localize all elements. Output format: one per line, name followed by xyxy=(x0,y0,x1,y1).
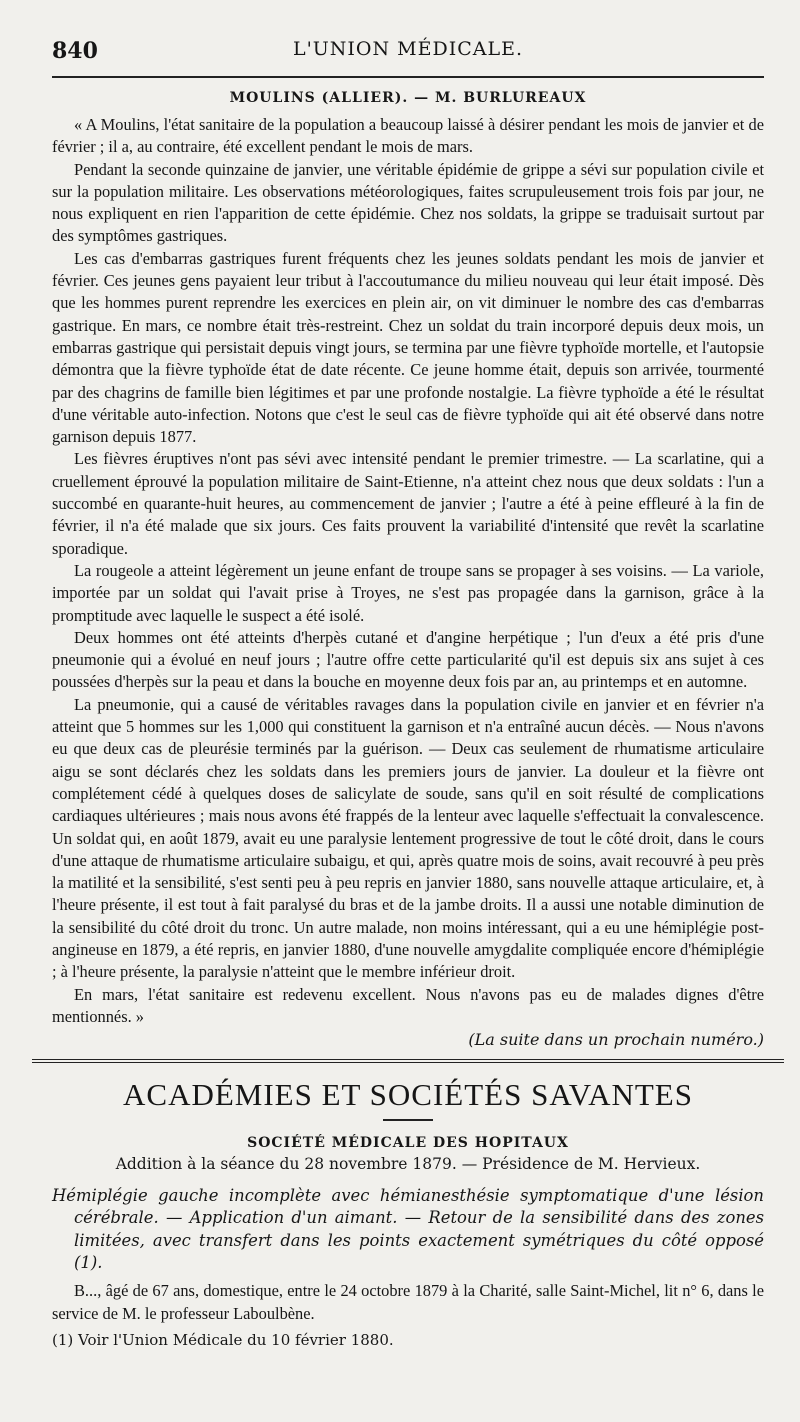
section-divider xyxy=(32,1059,784,1063)
paragraph: La rougeole a atteint légèrement un jeune enfant de troupe sans se propager à ses voisins. — La variole, importée par un soldat qui l'avait prise à Troyes, ne s'est pas propagée dans la garnison, grâce à la promptitude avec laquelle le suspect a été isolé. xyxy=(52,560,764,625)
paragraph: « A Moulins, l'état sanitaire de la population a beaucoup laissé à désirer pendant les mois de janvier et de février ; il a, au contraire, été excellent pendant le mois de mars. xyxy=(52,115,764,157)
section-title: ACADÉMIES ET SOCIÉTÉS SAVANTES xyxy=(123,1077,693,1113)
session-line: Addition à la séance du 28 novembre 1879. — Présidence de M. Hervieux. xyxy=(115,1155,701,1174)
journal-page xyxy=(52,30,764,1349)
footnote: (1) Voir l'Union Médicale du 10 février 1880. xyxy=(52,1330,394,1349)
society-name: SOCIÉTÉ MÉDICALE DES HOPITAUX xyxy=(247,1135,569,1152)
paragraph: Les cas d'embarras gastriques furent fréquents chez les jeunes soldats pendant les mois de janvier et février. Ces jeunes gens payaient leur tribut à l'accoutumance du milieu nouveau qui leur était imposé. Dès que les hommes purent reprendre les exercices en plein air, on vit diminuer le nombre des cas d'embarras gastrique. En mars, ce nombre était très-restreint. Chez un soldat du train incorporé depuis deux mois, un embarras gastrique qui persistait depuis vingt jours, se termina par une fièvre typhoïde mortelle, et l'autopsie démontra que la fièvre typhoïde état de date récente. Ce jeune homme était, depuis son arrivée, tourmenté par des chagrins de famille bien légitimes et par une profonde nostalgie. La fièvre typhoïde a été le résultat d'une véritable auto-infection. Notons que c'est le seul cas de fièvre typhoïde qui ait été observé dans notre garnison depuis 1877. xyxy=(52,248,764,447)
paragraph: La pneumonie, qui a causé de véritables ravages dans la population civile en janvier et en février n'a atteint que 5 hommes sur les 1,000 qui constituent la garnison et n'a entraîné aucun décès. — Nous n'avons eu que deux cas de pleurésie terminés par la guérison. — Deux cas seulement de rhumatisme articulaire aigu se sont déclarés chez les soldats dans les premiers jours de janvier. La douleur et la fièvre ont complétement cédé à quelques doses de salicylate de soude, sans qu'il en soit résulté de complications cardiaques ultérieures ; mais nous avons été frappés de la lenteur avec laquelle s'effectuait la convalescence. Un soldat qui, en août 1879, avait eu une paralysie lentement progressive de tout le côté droit, dans le cours d'une attaque de rhumatisme articulaire subaigu, et qui, après quatre mois de soins, avait recouvré à peu près la matilité et la sensibilité, s'est senti peu à peu repris en janvier 1880, sans nouvelle attaque articulaire, et, à l'heure présente, il est tout à fait paralysé du bras et de la jambe droits. Il a aussi une notable diminution de la sensibilité du côté droit du tronc. Un autre malade, non moins intéressant, qui a eu une hémiplégie post-angineuse en 1879, a été repris, en janvier 1880, d'une nouvelle amygdalite compliquée encore d'hémiplégie ; à l'heure présente, la paralysie n'atteint que le membre inférieur droit. xyxy=(52,694,764,982)
paragraph: En mars, l'état sanitaire est redevenu excellent. Nous n'avons pas eu de malades dignes d'être mentionnés. » xyxy=(52,984,764,1026)
section-heading: MOULINS (ALLIER). — M. BURLUREAUX xyxy=(229,90,587,106)
report-body xyxy=(52,114,764,1028)
header-rule xyxy=(52,76,764,78)
paragraph: Les fièvres éruptives n'ont pas sévi avec intensité pendant le premier trimestre. — La scarlatine, qui a cruellement éprouvé la population militaire de Saint-Etienne, n'a atteint chez nous que deux soldats : l'un a succombé en quarante-huit heures, au commencement de janvier ; l'autre a été à peine effleuré à la fin de février, il n'a été malade que six jours. Ces faits prouvent la variabilité d'intensité que revêt la scarlatine sporadique. xyxy=(52,449,764,558)
case-body xyxy=(52,1280,764,1325)
to-be-continued: (La suite dans un prochain numéro.) xyxy=(468,1030,764,1050)
page-number: 840 xyxy=(52,38,98,64)
paragraph: Pendant la seconde quinzaine de janvier, une véritable épidémie de grippe a sévi sur population civile et sur la population militaire. Les observations météorologiques, faites scrupuleusement trois fois par jour, ne nous expliquent en rien l'apparition de cette épidémie. Chez nos soldats, la grippe se traduisait surtout par des symptômes gastriques. xyxy=(52,159,764,246)
case-title: Hémiplégie gauche incomplète avec hémianesthésie symptomatique d'une lésion cérébrale. — Application d'un aimant. — Retour de la sensibilité dans des zones limitées, avec transfert dans les points exactement symétriques du côté opposé (1). xyxy=(52,1186,764,1273)
paragraph: Deux hommes ont été atteints d'herpès cutané et d'angine herpétique ; l'un d'eux a été pris d'une pneumonie qui a évolué en neuf jours ; l'autre offre cette particularité qu'il est depuis six ans sujet à ces poussées d'herpès sur la peau et dans la bouche en moyenne deux fois par an, au printemps et en automne. xyxy=(52,627,764,692)
page-header xyxy=(52,30,764,66)
paragraph: B..., âgé de 67 ans, domestique, entre le 24 octobre 1879 à la Charité, salle Saint-Michel, lit n° 6, dans le service de M. le professeur Laboulbène. xyxy=(52,1281,764,1323)
running-title: L'UNION MÉDICALE. xyxy=(292,38,524,60)
title-rule xyxy=(383,1119,433,1121)
